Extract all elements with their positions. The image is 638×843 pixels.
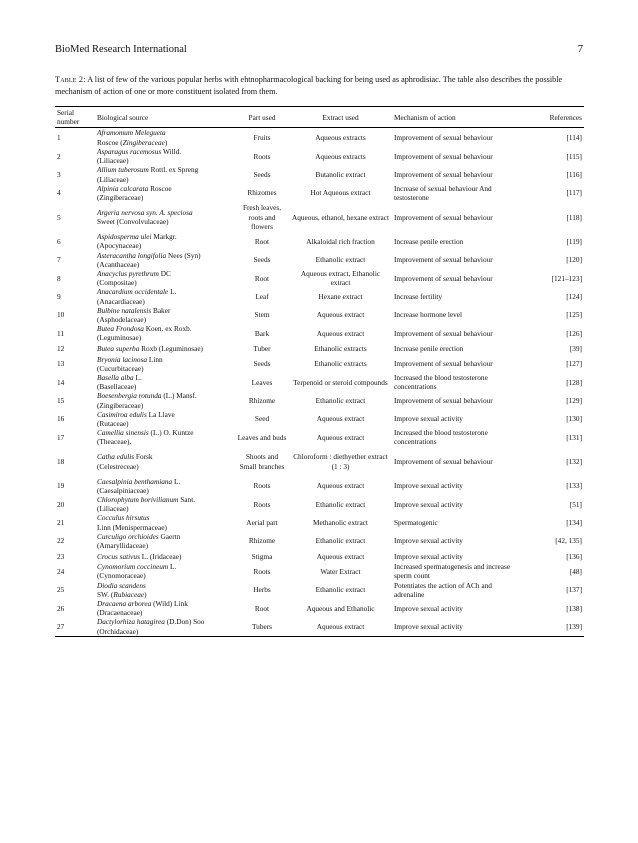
extract-cell: Aqueous extract: [289, 617, 392, 636]
family-text: (Apocynaceae): [97, 241, 142, 251]
family-text: (Asphodelaceae): [97, 314, 147, 324]
mechanism-cell: Increased the blood testosterone concentrations: [394, 372, 488, 392]
source-cell: [95, 184, 235, 202]
mechanism-cell: Improvement of sexual behaviour: [394, 359, 493, 369]
reference-cell: [130]: [566, 414, 582, 424]
table-row: [55, 251, 584, 269]
caption-text: A list of few of the various popular herbs with ehtnopharmacological backing for being used as aphrodisiac. The table also describes the possible mechanism of action of one or more constituent isolated from them.: [55, 75, 563, 97]
mechanism-cell: Increase of sexual behaviour And testosterone: [394, 183, 492, 202]
reference-cell: [136]: [566, 551, 582, 561]
mechanism-cell: Improve sexual activity: [394, 603, 463, 613]
page-number: 7: [577, 44, 583, 55]
source-cell: [95, 410, 235, 428]
reference-cell: [51]: [569, 499, 582, 509]
serial-cell: 9: [57, 291, 61, 301]
table-row: [55, 477, 584, 495]
family-close: ): [164, 137, 168, 147]
table-row: [55, 324, 584, 342]
table-row: [55, 343, 584, 355]
table-caption: [55, 74, 583, 98]
table-row: [55, 202, 584, 232]
source-cell: [95, 232, 235, 250]
reference-cell: [138]: [566, 603, 582, 613]
mechanism-cell: Increase hormone level: [394, 310, 463, 320]
extract-cell: Butanolic extract: [315, 169, 366, 179]
table-row: [55, 355, 584, 373]
reference-cell: [116]: [566, 169, 582, 179]
part-cell: Roots: [253, 151, 271, 161]
mechanism-cell: Improvement of sexual behaviour: [394, 212, 493, 222]
part-cell: Herbs: [253, 585, 271, 595]
reference-cell: [133]: [566, 481, 582, 491]
table-row: [55, 447, 584, 477]
family-text: Linn (Menispermaceae): [97, 522, 167, 532]
latin-name: Cynomorium coccineum: [97, 562, 169, 572]
latin-name: Boesenbergia rotunda: [97, 391, 162, 401]
extract-cell: Methanolic extract: [313, 518, 368, 527]
latin-name: Diodia scandens: [97, 580, 146, 590]
author-text: Nees (Syn): [166, 250, 201, 260]
mechanism-cell: Improvement of sexual behaviour: [394, 456, 493, 466]
source-cell: [95, 343, 235, 355]
author-text: Willd.: [161, 146, 182, 156]
source-cell: [95, 447, 235, 477]
latin-name: Anacyclus pyrethrum: [97, 268, 159, 278]
author-text: Roscoe: [148, 183, 172, 193]
mechanism-cell: Increased the blood testosterone concentrations: [394, 428, 488, 447]
serial-cell: 19: [57, 481, 65, 491]
extract-cell: Aqueous extract: [316, 310, 365, 320]
family-text: (Theaceae),: [97, 437, 132, 447]
family-text: (Basellaceae): [97, 382, 137, 392]
mechanism-cell: Potentiates the action of ACh and adrenaline: [394, 580, 492, 599]
part-cell: Seed: [254, 414, 270, 424]
latin-name: Asteracantha longifolia: [97, 250, 167, 260]
extract-cell: Alkaloidal rich fraction: [306, 236, 375, 246]
source-cell: [95, 562, 235, 580]
family-italic: Zingiberaceae: [122, 137, 165, 147]
author-text: Koen. ex Roxb.: [143, 324, 192, 334]
extract-cell: Hot Aqueous extract: [310, 188, 371, 198]
serial-cell: 7: [57, 255, 61, 265]
part-cell: Bark: [254, 328, 270, 338]
mechanism-cell: Increase fertility: [394, 291, 443, 301]
source-cell: [95, 581, 235, 599]
part-cell: Fruits: [253, 133, 271, 143]
table-row: [55, 550, 584, 562]
latin-name: Camellia sinensis: [97, 428, 149, 438]
family-text: (Acanthaceae): [97, 259, 140, 269]
page-header: [55, 44, 583, 58]
family-text: (Celestreceae): [97, 461, 139, 471]
table-row: [55, 513, 584, 531]
table-body: [55, 128, 584, 636]
family-text: (Cucurbitaceae): [97, 363, 144, 373]
serial-cell: 10: [57, 310, 65, 320]
mechanism-cell: Increase penile erection: [394, 343, 464, 353]
source-cell: [95, 251, 235, 269]
extract-cell: Water Extract: [320, 566, 361, 576]
author-text: (L.) Mansf.: [161, 391, 197, 401]
serial-cell: 25: [57, 585, 65, 595]
extract-cell: Aqueous extract: [316, 328, 365, 338]
table-row: [55, 165, 584, 183]
latin-name: Bulbine natalensis: [97, 305, 152, 315]
mechanism-cell: Improve sexual activity: [394, 551, 463, 561]
mechanism-cell: Improve sexual activity: [394, 481, 463, 491]
family-text: (Liliaceae): [97, 504, 129, 514]
source-cell: [95, 306, 235, 324]
mechanism-cell: Increase penile erection: [394, 236, 464, 246]
extract-cell: Aqueous, ethanol, hexane extract: [291, 212, 390, 222]
family-text: (Amaryllidaceae): [97, 541, 149, 551]
latin-name: Bryonia lacinosa: [97, 354, 148, 364]
latin-name: Asparagus racemosus: [97, 146, 162, 156]
table-row: [55, 599, 584, 617]
reference-cell: [118]: [566, 212, 582, 222]
source-cell: [95, 550, 235, 562]
mechanism-cell: Improvement of sexual behaviour: [394, 169, 493, 179]
latin-name: Anacardium occidentale: [97, 287, 169, 297]
table-row: [55, 562, 584, 580]
serial-cell: 15: [57, 395, 65, 405]
extract-cell: Ethanolic extract: [315, 395, 366, 405]
family-text: Roscoe (: [97, 137, 123, 147]
serial-cell: 2: [57, 151, 61, 161]
source-cell: [95, 391, 235, 409]
part-cell: Roots: [253, 566, 271, 576]
family-text: (Caesalpiniaceae): [97, 485, 149, 495]
source-cell: [95, 128, 235, 147]
extract-cell: Aqueous extracts: [315, 151, 366, 161]
table-row: [55, 232, 584, 250]
part-cell: Root: [254, 603, 270, 613]
part-cell: Root: [254, 273, 270, 283]
reference-cell: [134]: [566, 518, 582, 527]
latin-name: Crocus sativus: [97, 551, 140, 561]
latin-name: Casimiroa edulis: [97, 409, 147, 419]
source-cell: [95, 599, 235, 617]
part-cell: Stem: [254, 310, 270, 320]
author-text: L.: [168, 287, 177, 297]
source-cell: [95, 269, 235, 287]
latin-name: Argeria nervosa syn. A. speciosa: [97, 207, 193, 217]
family-italic: Rubiaceae: [113, 589, 145, 599]
mechanism-cell: Improve sexual activity: [394, 536, 463, 546]
source-cell: [95, 428, 235, 446]
latin-name: Butea superba: [97, 343, 140, 353]
serial-cell: 26: [57, 603, 65, 613]
table-row: [55, 617, 584, 636]
extract-cell: Ethanolic extracts: [314, 359, 367, 369]
serial-cell: 11: [57, 328, 65, 338]
author-text: L.: [172, 476, 181, 486]
col-header-references: References: [524, 107, 584, 128]
reference-cell: [120]: [566, 255, 582, 265]
serial-cell: 12: [57, 343, 65, 353]
mechanism-cell: Improvement of sexual behaviour: [394, 328, 493, 338]
source-cell: [95, 324, 235, 342]
source-cell: [95, 373, 235, 391]
table-row: [55, 428, 584, 446]
table-row: [55, 391, 584, 409]
part-cell: Seeds: [253, 255, 271, 265]
author-text: Roxb (Leguminosae): [139, 343, 203, 353]
latin-name: Chlorophytum borivilianum: [97, 495, 179, 504]
reference-cell: [129]: [566, 395, 582, 405]
extract-cell: Aqueous and Ethanolic: [306, 603, 375, 613]
part-cell: Roots: [253, 499, 271, 509]
latin-name: Alpinia calcarata: [97, 183, 149, 193]
serial-cell: 13: [57, 359, 65, 369]
table-row: [55, 128, 584, 147]
reference-cell: [48]: [569, 566, 582, 576]
table-row: [55, 287, 584, 305]
mechanism-cell: Improve sexual activity: [394, 499, 463, 509]
author-text: La Llave: [146, 409, 175, 419]
mechanism-cell: Improvement of sexual behaviour: [394, 151, 493, 161]
extract-cell: Ethanolic extract: [315, 536, 366, 546]
serial-cell: 3: [57, 169, 61, 179]
journal-title: BioMed Research International: [55, 44, 187, 55]
family-text: (Compositae): [97, 278, 137, 288]
serial-cell: 16: [57, 414, 65, 424]
part-cell: Tubers: [235, 617, 289, 636]
author-text: (Wild) Link: [151, 599, 188, 609]
table-row: [55, 269, 584, 287]
reference-cell: [124]: [566, 291, 582, 301]
table-row: [55, 581, 584, 599]
source-cell: [95, 617, 235, 636]
col-header-part: Part used: [235, 107, 289, 128]
serial-cell: 23: [57, 551, 65, 561]
author-text: Sant.: [178, 495, 196, 504]
extract-cell: Aqueous extracts: [315, 133, 366, 143]
table-row: [55, 495, 584, 513]
author-text: Gaertn: [158, 531, 181, 541]
latin-name: Aspidosperma ulei: [97, 232, 152, 242]
author-text: Rottl. ex Spreng: [148, 165, 199, 175]
author-text: Baker: [151, 305, 171, 315]
extract-cell: Terpenoid or steroid compounds: [293, 377, 388, 387]
family-text: (Orchidaceae): [97, 626, 139, 636]
part-cell: Seeds: [253, 359, 271, 369]
extract-cell: Chloroform : diethyether extract (1 : 3): [293, 452, 388, 471]
mechanism-cell: Improvement of sexual behaviour: [394, 273, 493, 283]
extract-cell: Ethanolic extract: [315, 499, 366, 509]
reference-cell: [128]: [566, 377, 582, 387]
part-cell: Root: [254, 236, 270, 246]
serial-cell: 4: [57, 188, 61, 198]
part-cell: Leaves and buds: [237, 432, 287, 442]
serial-cell: 27: [55, 617, 95, 636]
reference-cell: [139]: [524, 617, 584, 636]
part-cell: Seeds: [253, 169, 271, 179]
author-text: Forsk: [134, 452, 153, 462]
source-cell: [95, 147, 235, 165]
reference-cell: [131]: [566, 432, 582, 442]
table-label: Table 2:: [55, 75, 86, 84]
source-cell: [95, 495, 235, 513]
latin-name: Allium tuberosum: [97, 165, 149, 175]
part-cell: Stigma: [251, 551, 273, 561]
mechanism-cell: Improve sexual activity: [392, 617, 524, 636]
serial-cell: 24: [57, 566, 65, 576]
part-cell: Shoots and Small branches: [239, 452, 285, 471]
table-row: [55, 373, 584, 391]
author-text: Markgr.: [151, 232, 177, 242]
table-row: [55, 532, 584, 550]
family-text: (Dracaenaceae): [97, 608, 143, 618]
reference-cell: [39]: [569, 343, 582, 353]
source-cell: [95, 202, 235, 232]
latin-name: Basella alba: [97, 372, 134, 382]
table-row: [55, 410, 584, 428]
source-cell: [95, 165, 235, 183]
col-header-serial: Serial number: [55, 107, 95, 128]
herbs-table: [55, 106, 584, 637]
family-text: (Liliaceae): [97, 174, 129, 184]
reference-cell: [121–123]: [551, 273, 582, 283]
col-header-extract: Extract used: [289, 107, 392, 128]
part-cell: Tuber: [253, 343, 271, 353]
latin-name: Cocculus hirsutus: [97, 513, 150, 523]
serial-cell: 5: [57, 212, 61, 222]
family-text: (Liliaceae): [97, 156, 129, 166]
source-cell: [95, 477, 235, 495]
author-text: (D.Don) Soo: [164, 617, 205, 627]
serial-cell: 18: [57, 456, 65, 466]
serial-cell: 20: [57, 499, 65, 509]
extract-cell: Ethanolic extract: [315, 255, 366, 265]
table-row: [55, 184, 584, 202]
reference-cell: [137]: [566, 585, 582, 595]
serial-cell: 22: [57, 536, 65, 546]
author-text: L.: [133, 372, 142, 382]
family-text: (Zingiberaceae): [97, 400, 144, 410]
latin-name: Aframomum Melegueta: [97, 128, 166, 138]
part-cell: Roots: [253, 481, 271, 491]
reference-cell: [119]: [566, 236, 582, 246]
reference-cell: [125]: [566, 310, 582, 320]
part-cell: Aerial part: [246, 518, 278, 527]
author-text: L. (Iridaceae): [139, 551, 182, 561]
extract-cell: Aqueous extract: [316, 551, 365, 561]
serial-cell: 17: [57, 432, 65, 442]
reference-cell: [42, 135]: [555, 536, 582, 546]
reference-cell: [126]: [566, 328, 582, 338]
mechanism-cell: Improvement of sexual behaviour: [394, 133, 493, 143]
reference-cell: [114]: [566, 133, 582, 143]
family-text: (Zingiberaceae): [97, 192, 144, 202]
mechanism-cell: Spermatogenic: [394, 518, 438, 527]
extract-cell: Aqueous extract: [316, 481, 365, 491]
col-header-source: Biological source: [95, 107, 235, 128]
family-text: Sweet (Convolvulaceae): [97, 217, 169, 227]
latin-name: Curculigo orchioides: [97, 531, 159, 541]
table-row: [55, 306, 584, 324]
family-text: (Leguminosae): [97, 333, 142, 343]
extract-cell: Hexane extract: [318, 291, 363, 301]
reference-cell: [132]: [566, 456, 582, 466]
mechanism-cell: Improvement of sexual behaviour: [394, 395, 493, 405]
family-close: ): [144, 589, 147, 599]
part-cell: Rhizome: [248, 536, 276, 546]
reference-cell: [117]: [566, 188, 582, 198]
mechanism-cell: Improvement of sexual behaviour: [394, 255, 493, 265]
extract-cell: Ethanolic extracts: [314, 343, 367, 353]
latin-name: Catha edulis: [97, 452, 135, 462]
table-row: [55, 147, 584, 165]
serial-cell: 21: [57, 518, 65, 527]
source-cell: [95, 532, 235, 550]
serial-cell: 14: [57, 377, 65, 387]
part-cell: Leaf: [255, 291, 269, 301]
col-header-mechanism: Mechanism of action: [392, 107, 524, 128]
extract-cell: Aqueous extract: [316, 414, 365, 424]
author-text: L.: [168, 562, 177, 572]
latin-name: Butea Frondosa: [97, 324, 144, 334]
author-text: Linn: [147, 354, 163, 364]
part-cell: Leaves: [251, 377, 273, 387]
table-header-row: [55, 107, 584, 128]
reference-cell: [127]: [566, 359, 582, 369]
part-cell: Fresh leaves, roots and flowers: [242, 203, 282, 231]
family-text: (Cynomoraceae): [97, 571, 146, 581]
extract-cell: Ethanolic extract: [315, 585, 366, 595]
mechanism-cell: Improve sexual activity: [394, 414, 463, 424]
latin-name: Dactylorhiza hatagirea: [97, 617, 165, 627]
family-text: SW. (: [97, 589, 114, 599]
source-cell: [95, 287, 235, 305]
source-cell: [95, 355, 235, 373]
reference-cell: [115]: [566, 151, 582, 161]
family-text: (Rutaceae): [97, 418, 129, 428]
latin-name: Dracaena arborea: [97, 599, 152, 609]
extract-cell: Aqueous extract: [316, 432, 365, 442]
mechanism-cell: Increased spermatogenesis and increase sperm count: [394, 562, 511, 581]
source-cell: [95, 513, 235, 531]
family-text: (Anacardiaceae): [97, 296, 145, 306]
part-cell: Rhizome: [248, 395, 276, 405]
author-text: DC: [158, 268, 171, 278]
part-cell: Rhizomes: [247, 188, 277, 198]
serial-cell: 1: [57, 133, 61, 143]
serial-cell: 6: [57, 236, 61, 246]
latin-name: Caesalpinia benthamiana: [97, 476, 173, 486]
serial-cell: 8: [57, 273, 61, 283]
extract-cell: Aqueous extract, Ethanolic extract: [300, 268, 381, 288]
author-text: (L.) O. Kuntze: [148, 428, 194, 438]
